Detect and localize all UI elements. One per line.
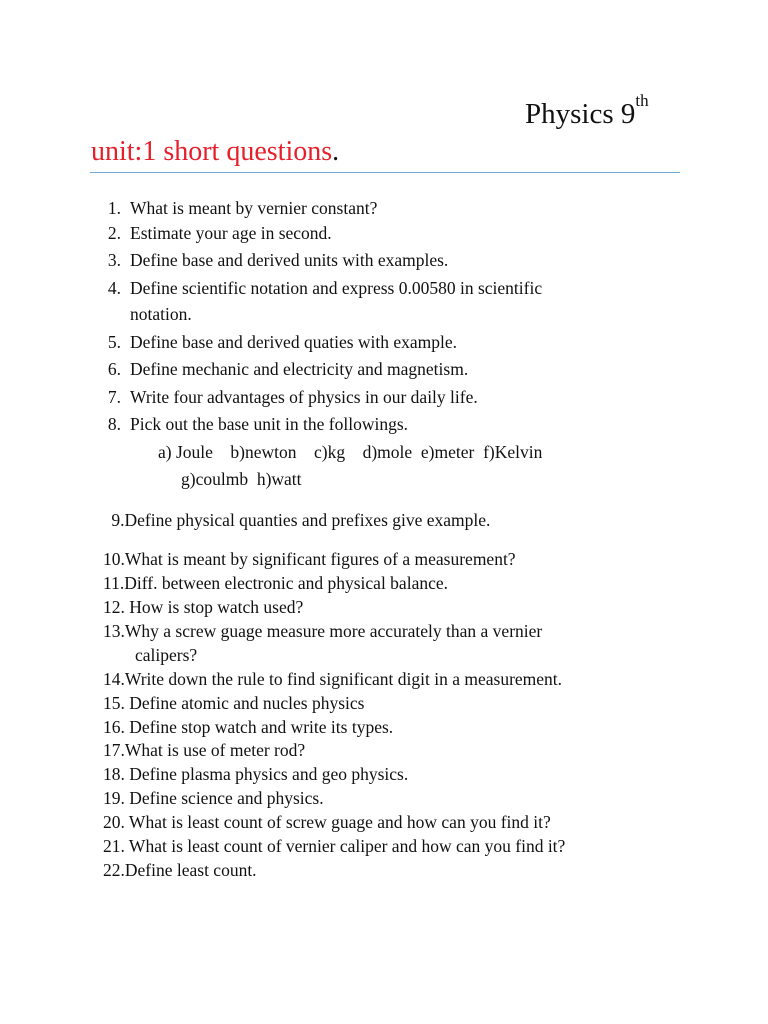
question-number: 4.	[107, 278, 121, 298]
title-divider	[90, 172, 680, 173]
question-item	[0, 196, 700, 220]
unit-title-period: .	[332, 136, 340, 167]
question-item: 17.What is use of meter rod?	[103, 740, 306, 760]
question-text: Pick out the base unit in the followings.	[130, 414, 409, 434]
unit-title-text: unit:1 short questions	[91, 136, 333, 167]
question-number: 5.	[107, 332, 121, 352]
question-text: What is meant by vernier constant?	[130, 198, 378, 218]
question-item: 12. How is stop watch used?	[103, 597, 304, 617]
question-item	[0, 221, 700, 245]
question-item	[0, 412, 700, 436]
question-item	[0, 385, 700, 409]
question-item: 18. Define plasma physics and geo physics.	[103, 764, 409, 784]
subject-heading	[525, 91, 649, 132]
q8-options-line-2: g)coulmb h)watt	[181, 469, 302, 489]
question-text: Write four advantages of physics in our daily life.	[130, 387, 478, 407]
question-item: 14.Write down the rule to find significant digit in a measurement.	[103, 669, 563, 689]
question-text: Define base and derived units with examples.	[130, 250, 449, 270]
question-item: 16. Define stop watch and write its types.	[103, 717, 394, 737]
q8-options-line-1: a) Joule b)newton c)kg d)mole e)meter f)Kelvin	[158, 442, 543, 462]
question-item	[0, 276, 700, 300]
question-number: 6.	[107, 359, 121, 379]
question-item: 20. What is least count of screw guage and how can you find it?	[103, 812, 551, 832]
question-item	[0, 330, 700, 354]
question-number: 8.	[107, 414, 121, 434]
question-item	[0, 248, 700, 272]
question-number: 3.	[107, 250, 121, 270]
question-number: 7.	[107, 387, 121, 407]
question-item	[0, 357, 700, 381]
question-item: 21. What is least count of vernier caliper and how can you find it?	[103, 836, 566, 856]
subject-text: Physics 9	[525, 98, 636, 130]
question-item: 15. Define atomic and nucles physics	[103, 693, 365, 713]
unit-title	[91, 134, 339, 170]
question-item: 10.What is meant by significant figures of a measurement?	[103, 549, 516, 569]
subject-superscript: th	[635, 91, 649, 110]
question-item: 19. Define science and physics.	[103, 788, 324, 808]
question-text: Estimate your age in second.	[130, 223, 332, 243]
question-text: Define scientific notation and express 0.00580 in scientific	[130, 278, 543, 298]
question-continuation: notation.	[130, 304, 192, 324]
question-item: 11.Diff. between electronic and physical balance.	[103, 573, 448, 593]
question-continuation: calipers?	[135, 645, 198, 665]
question-text: Define mechanic and electricity and magnetism.	[130, 359, 469, 379]
question-number: 1.	[107, 198, 121, 218]
question-item: 9.Define physical quanties and prefixes give example.	[107, 510, 491, 530]
question-number: 2.	[107, 223, 121, 243]
question-text: Define base and derived quaties with example.	[130, 332, 458, 352]
question-item: 22.Define least count.	[103, 860, 257, 880]
question-item: 13.Why a screw guage measure more accurately than a vernier	[103, 621, 543, 641]
